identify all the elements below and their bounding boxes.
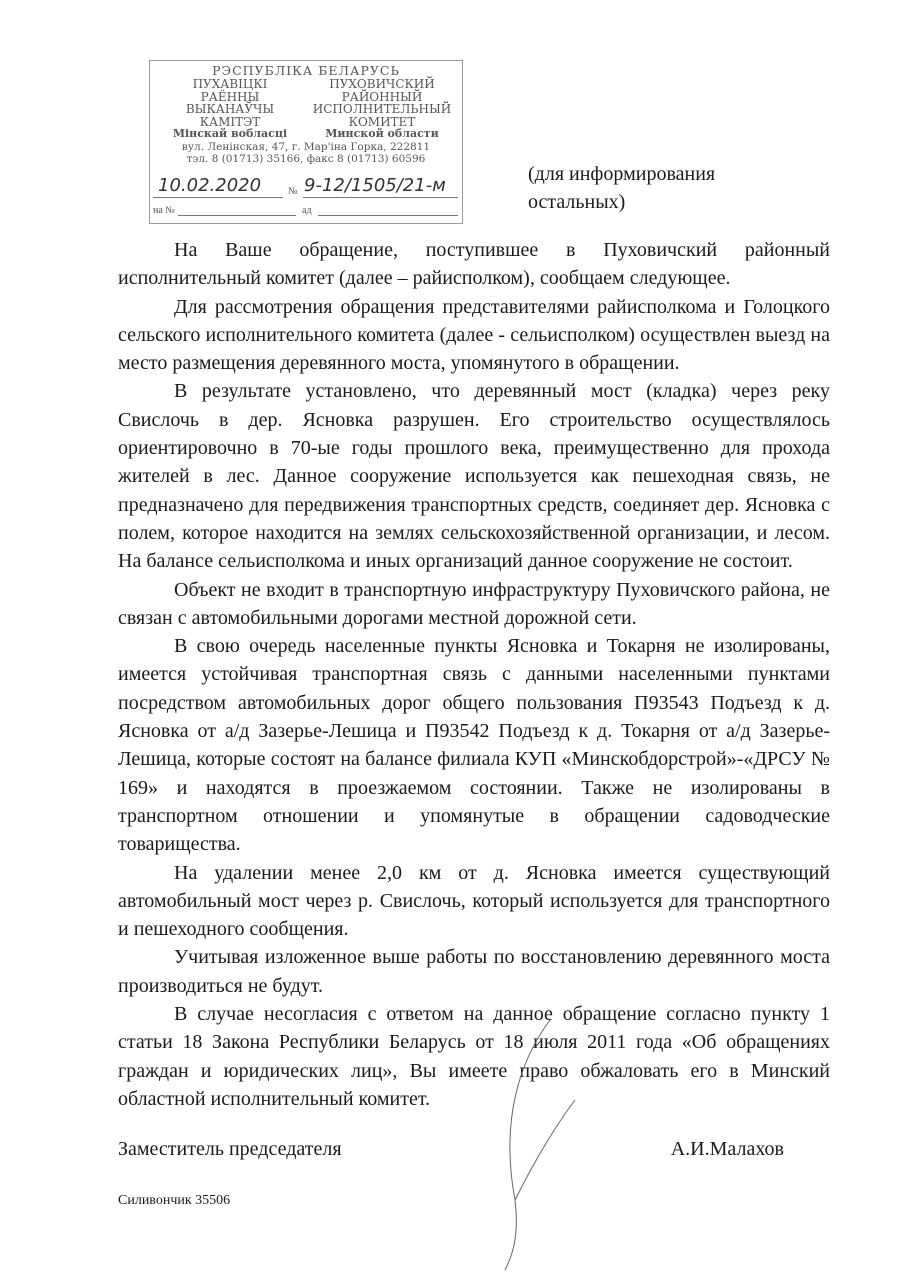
handwritten-signature	[480, 1000, 600, 1280]
note-line: (для информирования	[528, 163, 716, 185]
stamp-line: ИСПОЛНИТЕЛЬНЫЙ	[312, 102, 452, 116]
stamp-region: Минской области	[325, 127, 439, 140]
signatory-position: Заместитель председателя	[118, 1138, 342, 1161]
executor-info: Силивончик 35506	[118, 1192, 231, 1208]
stamp-left	[154, 78, 306, 141]
stamp-line: РАЙОННЫЙ	[341, 89, 423, 104]
paragraph: Учитывая изложенное выше работы по восстановлению деревянного моста производиться не будут.	[118, 946, 830, 997]
note-line: остальных)	[528, 191, 626, 213]
stamp-line: РАЁННЫ	[200, 89, 260, 104]
paragraph: Для рассмотрения обращения представителями райисполкома и Голоцкого сельского исполнительного комитета (далее - сельисполком) осуществлен выезд на место размещения деревянного моста, упомянутого в обращении.	[118, 295, 830, 375]
paragraph: Объект не входит в транспортную инфраструктуру Пуховичского района, не связан с автомобильными дорогами местной дорожной сети.	[118, 578, 830, 629]
signature-row	[118, 1135, 830, 1163]
stamp-line: КАМІТЭТ	[199, 114, 261, 129]
signatory-name: А.И.Малахов	[670, 1138, 784, 1161]
date-line	[153, 197, 283, 198]
stamp-region: Мінскай вобласці	[172, 127, 288, 140]
ref-line	[178, 215, 296, 216]
stamp-line: КОМИТЕТ	[348, 114, 416, 129]
stamp-right	[306, 78, 458, 141]
paragraph: На удалении менее 2,0 км от д. Ясновка имеется существующий автомобильный мост через р. Свислочь, который используется для транспортного и пешеходного сообщения.	[118, 861, 830, 941]
from-line	[318, 215, 458, 216]
paragraph: На Ваше обращение, поступившее в Пуховичский районный исполнительный комитет (далее – райисполком), сообщаем следующее.	[118, 239, 830, 290]
from-label: ад	[302, 205, 312, 216]
letter-body	[118, 236, 830, 1210]
paragraph: В случае несогласия с ответом на данное обращение согласно пункту 1 статьи 18 Закона Республики Беларусь от 18 июля 2011 года «Об обращениях граждан и юридических лиц», Вы имеете право обжаловать его в Минский областной исполнительный комитет.	[118, 1003, 830, 1110]
stamp-line: ПУХАВІЦКІ	[192, 77, 268, 91]
number-line	[303, 197, 458, 198]
stamp-line: ВЫКАНАЎЧЫ	[185, 102, 275, 116]
stamp-line: ПУХОВИЧСКИЙ	[329, 77, 435, 91]
paragraph: В результате установлено, что деревянный мост (кладка) через реку Свислочь в дер. Ясновка разрушен. Его строительство осуществлялось ориентировочно в 70-ые годы прошлого века, преимущественно для прохода жителей в лес. Данное сооружение используется как пешеходная связь, не предназначено для передвижения транспортных средств, соединяет дер. Ясновка с полем, которое находится на землях сельскохозяйственной организации, и лесом. На балансе сельисполкома и иных организаций данное сооружение не состоит.	[118, 380, 830, 573]
stamp-republic: РЭСПУБЛІКА БЕЛАРУСЬ	[212, 63, 400, 78]
stamp-address: вул. Ленінская, 47, г. Мар'іна Горка, 222811	[181, 140, 431, 153]
stamp-number: 9-12/1505/21-м	[304, 175, 446, 196]
stamp-date: 10.02.2020	[158, 175, 262, 196]
registration-stamp	[149, 60, 463, 224]
number-label: №	[288, 186, 298, 197]
paragraph: В свою очередь населенные пункты Ясновка и Токарня не изолированы, имеется устойчивая транспортная связь с данными населенными пунктами посредством автомобильных дорог общего пользования П93543 Подъезд к д. Ясновка от а/д Зазерье-Лешица и П93542 Подъезд к д. Токарня от а/д Зазерье-Лешица, которые состоят на балансе филиала КУП «Минскобдорстрой»-«ДРСУ № 169» и находятся в проезжаемом состоянии. Также не изолированы в транспортном отношении и упомянутые в обращении садоводческие товарищества.	[118, 635, 830, 856]
stamp-phone: тэл. 8 (01713) 35166, факс 8 (01713) 60596	[186, 153, 426, 165]
distribution-note	[528, 160, 715, 216]
ref-label: на №	[153, 205, 175, 216]
